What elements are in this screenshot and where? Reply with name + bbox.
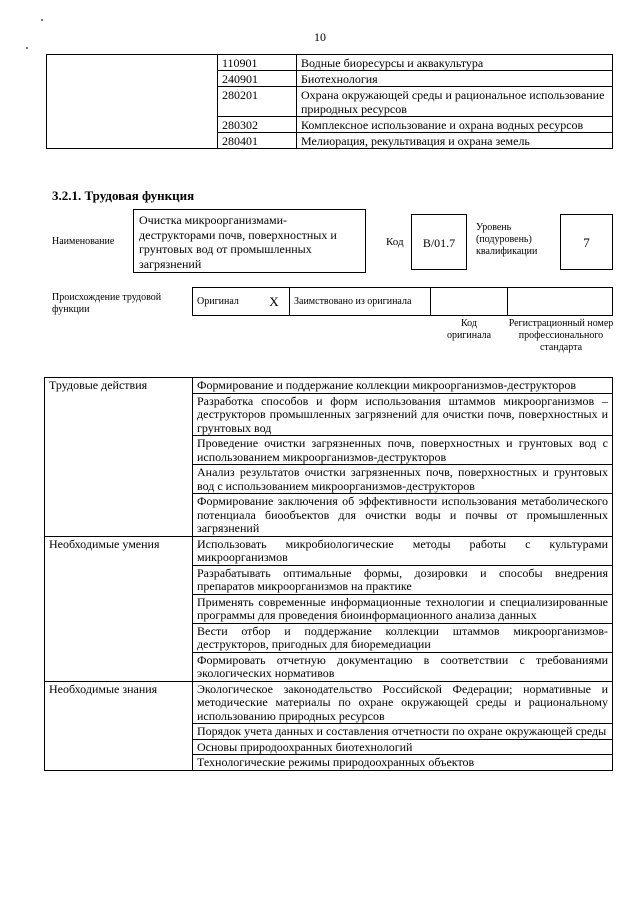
original-mark-cell — [259, 288, 290, 316]
scan-speck — [26, 47, 28, 49]
item-cell: Экологическое законодательство Российской Федерации; нормативные и методические материалы по охране окружающей среды и рациональному использованию природных ресурсов — [193, 681, 613, 724]
item-cell: Разрабатывать оптимальные формы, дозировки и способы внедрения препаратов микроорганизмов на практике — [193, 565, 613, 594]
specialty-code: 280201 — [218, 87, 297, 117]
item-cell: Разработка способов и форм использования штаммов микроорганизмов – деструкторов промышленных загрязнений для очистки почв, поверхностных и грунтовых вод — [193, 393, 613, 436]
category-cell: Необходимые знания — [45, 681, 193, 770]
specialty-name: Охрана окружающей среды и рациональное использование природных ресурсов — [297, 87, 613, 117]
code-box — [411, 214, 467, 270]
item-cell: Проведение очистки загрязненных почв, поверхностных и грунтовых вод с использованием микроорганизмов-деструкторов — [193, 436, 613, 465]
item-cell: Формирование заключения об эффективности использования метаболического потенциала биообъектов для очистки воды и почвы от промышленных загрязнений — [193, 494, 613, 537]
specialty-code: 280401 — [218, 133, 297, 149]
section-title: 3.2.1. Трудовая функция — [52, 188, 195, 203]
origin-table — [192, 287, 613, 316]
borrowed-cell: Заимствовано из оригинала — [290, 288, 431, 316]
item-cell: Формировать отчетную документацию в соответствии с требованиями экологических нормативов — [193, 652, 613, 681]
table-row — [45, 681, 613, 724]
code-value: B/01.7 — [422, 236, 456, 250]
specialty-name: Мелиорация, рекультивация и охрана земель — [297, 133, 613, 149]
name-label: Наименование — [52, 236, 115, 247]
category-cell: Трудовые действия — [45, 378, 193, 537]
specialty-name: Биотехнология — [297, 71, 613, 87]
specialty-code: 240901 — [218, 71, 297, 87]
codes-row — [47, 55, 613, 71]
specialty-name: Водные биоресурсы и аквакультура — [297, 55, 613, 71]
level-value: 7 — [583, 235, 590, 250]
table-row — [45, 536, 613, 565]
reg-number-caption: Регистрационный номер профессионального стандарта — [508, 318, 614, 353]
function-details-table — [44, 377, 613, 771]
specialty-name: Комплексное использование и охрана водных ресурсов — [297, 117, 613, 133]
origin-label: Происхождение трудовой функции — [52, 292, 162, 315]
item-cell: Формирование и поддержание коллекции микроорганизмов-деструкторов — [193, 378, 613, 394]
original-cell: Оригинал — [193, 288, 260, 316]
item-cell: Использовать микробиологические методы работы с культурами микроорганизмов — [193, 536, 613, 565]
function-name-value: Очистка микроорганизмами-деструкторами почв, поверхностных и грунтовых вод от промышленных загрязнений — [139, 213, 337, 271]
page-number: 10 — [314, 30, 326, 44]
blank-cell — [47, 55, 218, 149]
level-box — [560, 214, 613, 270]
item-cell: Порядок учета данных и составления отчетности по охране окружающей среды — [193, 724, 613, 740]
reg-number-cell — [508, 288, 613, 316]
original-mark: X — [269, 293, 279, 309]
code-label: Код — [386, 236, 404, 248]
item-cell: Применять современные информационные технологии и специализированные программы для проведения биоинформационного анализа данных — [193, 594, 613, 623]
category-cell: Необходимые умения — [45, 536, 193, 681]
item-cell: Вести отбор и поддержание коллекции штаммов микроорганизмов-деструкторов, пригодных для биоремедиации — [193, 623, 613, 652]
item-cell: Анализ результатов очистки загрязненных почв, поверхностных и грунтовых вод с использованием микроорганизмов-деструкторов — [193, 465, 613, 494]
function-name-box — [133, 209, 366, 273]
specialty-code: 110901 — [218, 55, 297, 71]
specialty-code: 280302 — [218, 117, 297, 133]
origin-code-cell — [431, 288, 508, 316]
level-label: Уровень (подуровень) квалификации — [476, 222, 538, 257]
scan-speck — [41, 19, 43, 21]
origin-code-caption: Код оригинала — [446, 318, 492, 341]
item-cell: Основы природоохранных биотехнологий — [193, 739, 613, 755]
specialty-codes-table — [46, 54, 613, 149]
item-cell: Технологические режимы природоохранных объектов — [193, 755, 613, 771]
table-row — [45, 378, 613, 394]
